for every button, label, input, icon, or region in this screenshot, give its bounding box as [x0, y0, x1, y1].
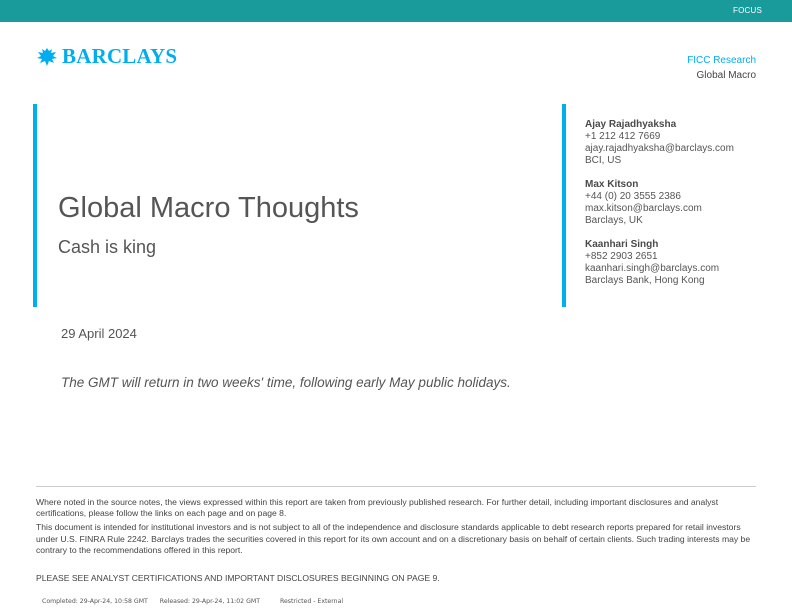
section-divider	[36, 486, 756, 487]
analyst-email[interactable]: kaanhari.singh@barclays.com	[585, 263, 720, 274]
analyst-email[interactable]: ajay.rajadhyaksha@barclays.com	[585, 143, 734, 154]
analyst-phone: +1 212 412 7669	[585, 131, 661, 142]
analyst-email[interactable]: max.kitson@barclays.com	[585, 203, 702, 214]
disclaimer-paragraph: Where noted in the source notes, the views expressed within this report are taken from previously published research. For further detail, including important disclosures and analyst certifications, please follow the links on each page and on page 8.	[36, 497, 719, 519]
analyst-phone: +44 (0) 20 3555 2386	[585, 191, 681, 202]
footer	[42, 598, 353, 605]
focus-label: FOCUS	[733, 6, 762, 15]
top-banner	[0, 0, 792, 22]
analyst-name: Max Kitson	[585, 179, 639, 190]
analyst-phone: +852 2903 2651	[585, 251, 658, 262]
research-header	[687, 55, 756, 81]
right-accent-bar	[562, 104, 566, 307]
certifications-notice: PLEASE SEE ANALYST CERTIFICATIONS AND IMPORTANT DISCLOSURES BEGINNING ON PAGE 9.	[36, 573, 440, 583]
brand-name: BARCLAYS	[62, 44, 178, 68]
analyst-name: Ajay Rajadhyaksha	[585, 119, 677, 130]
disclaimer-paragraph: This document is intended for institutional investors and is not subject to all of the independence and disclosure standards applicable to debt research reports prepared for retail investors under U.S. FINRA Rule 2242. Barclays trades the securities covered in this report for its own account and on a discretionary basis on behalf of certain clients. Such trading interests may be contrary to the recommendations offered in this report.	[36, 522, 751, 555]
footer-classification: Restricted - External	[279, 598, 344, 605]
report-date: 29 April 2024	[61, 326, 137, 341]
footer-completed: Completed: 29-Apr-24, 10:58 GMT	[42, 598, 148, 605]
research-division: FICC Research	[687, 55, 756, 66]
report-title: Global Macro Thoughts	[58, 192, 359, 224]
analyst-entity: BCI, US	[585, 155, 622, 166]
analyst-entity: Barclays, UK	[585, 215, 643, 226]
left-accent-bar	[33, 104, 37, 307]
report-note: The GMT will return in two weeks' time, following early May public holidays.	[61, 375, 511, 390]
analyst-entry	[585, 119, 734, 167]
barclays-logo	[36, 44, 177, 69]
analyst-entry	[585, 179, 734, 227]
analyst-name: Kaanhari Singh	[585, 239, 659, 250]
research-team: Global Macro	[696, 70, 756, 81]
analyst-list	[585, 119, 734, 299]
disclaimer-block	[36, 497, 756, 559]
analyst-entity: Barclays Bank, Hong Kong	[585, 275, 705, 286]
footer-released: Released: 29-Apr-24, 11:02 GMT	[159, 598, 260, 605]
analyst-entry	[585, 239, 734, 287]
eagle-logo-icon	[36, 46, 58, 68]
report-subtitle: Cash is king	[58, 237, 157, 257]
